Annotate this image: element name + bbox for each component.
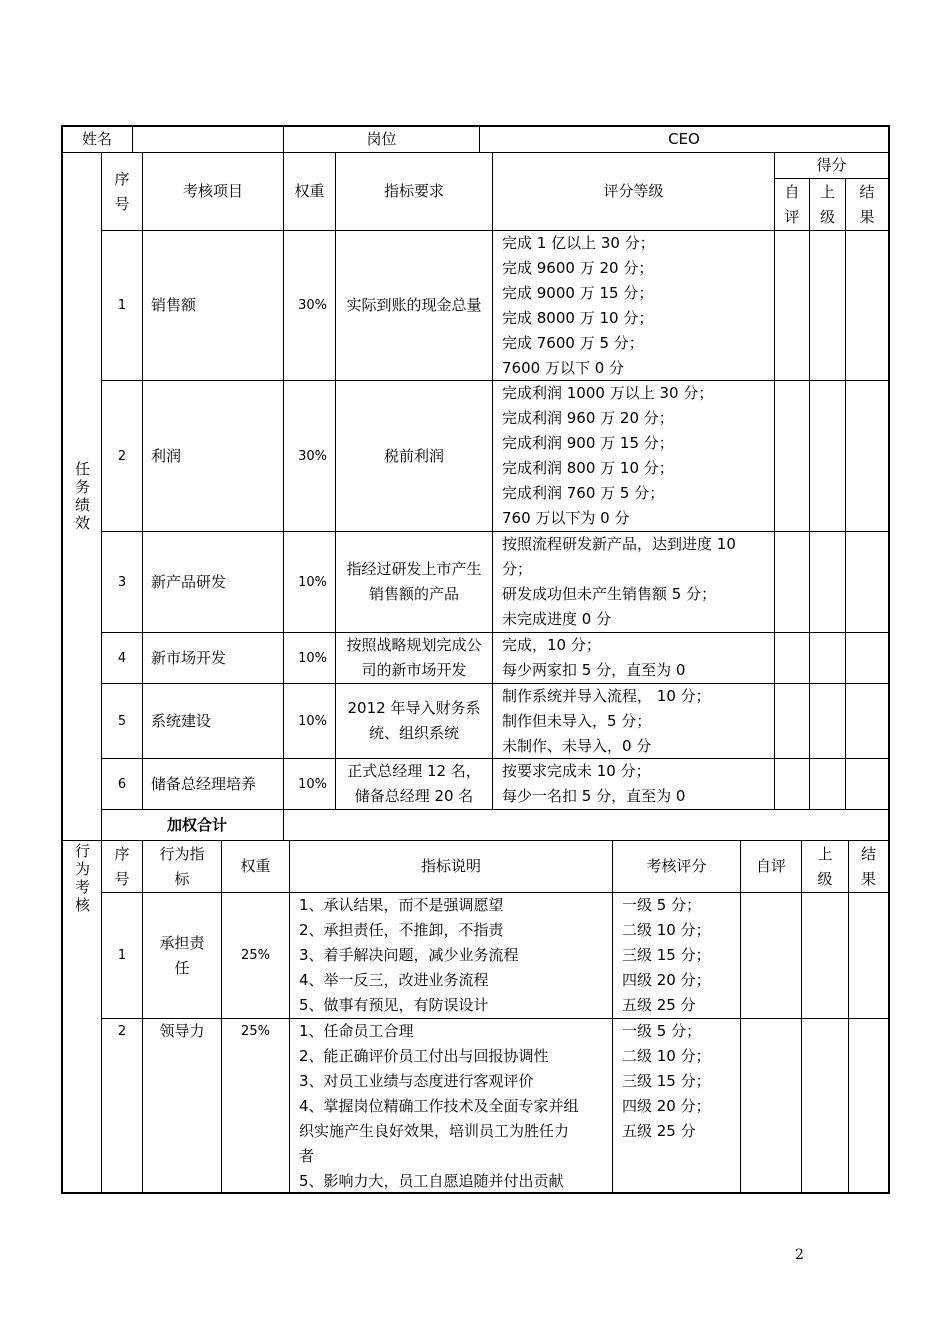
task-grading: 按照流程研发新产品，达到进度 10 分； 研发成功但未产生销售额 5 分； 未完成进度 0 分 xyxy=(502,535,736,628)
task-col-self: 自评 xyxy=(784,182,800,226)
task-item: 销售额 xyxy=(151,296,197,314)
task-weight: 10% xyxy=(298,574,327,590)
behavior-weight: 25% xyxy=(241,1024,270,1039)
task-seq: 4 xyxy=(117,650,127,666)
behavior-col-description: 指标说明 xyxy=(420,857,481,875)
behavior-description: 1、承认结果，而不是强调愿望 2、承担责任，不推卸，不指责 3、着手解决问题，减少业务流程 4、举一反三，改进业务流程 5、做事有预见，有防误设计 xyxy=(299,896,519,1014)
task-col-weight: 权重 xyxy=(294,182,325,200)
task-seq: 3 xyxy=(117,574,127,590)
task-item: 利润 xyxy=(151,446,182,465)
behavior-col-result: 结果 xyxy=(860,844,876,888)
task-col-result: 结果 xyxy=(859,182,875,226)
task-weight: 30% xyxy=(298,448,327,464)
position-label: 岗位 xyxy=(366,129,397,148)
task-col-item: 考核项目 xyxy=(182,182,243,200)
task-item: 新市场开发 xyxy=(151,648,227,667)
task-requirement: 正式总经理 12 名，储备总经理 20 名 xyxy=(347,762,481,805)
behavior-seq: 2 xyxy=(117,1024,127,1039)
page-number: 2 xyxy=(795,1247,804,1263)
behavior-col-weight: 权重 xyxy=(240,857,271,875)
name-label: 姓名 xyxy=(81,129,112,148)
behavior-col-self: 自评 xyxy=(755,857,786,875)
behavior-section-label: 行为考核 xyxy=(73,843,91,915)
task-weight: 10% xyxy=(298,713,327,729)
task-col-requirement: 指标要求 xyxy=(383,182,444,200)
behavior-indicator: 承担责任 xyxy=(159,933,205,977)
task-section-label: 任务绩效 xyxy=(73,460,91,533)
weighted-total-label: 加权合计 xyxy=(166,815,227,834)
task-requirement: 实际到账的现金总量 xyxy=(346,296,482,314)
task-item: 储备总经理培养 xyxy=(151,774,257,793)
name-value[interactable] xyxy=(133,126,283,152)
task-weight: 30% xyxy=(298,298,327,313)
task-seq: 6 xyxy=(117,776,127,792)
task-grading: 按要求完成未 10 分； 每少一名扣 5 分，直至为 0 xyxy=(502,762,686,805)
behavior-evaluation: 一级 5 分； 二级 10 分； 三级 15 分； 四级 20 分； 五级 25 分 xyxy=(622,896,711,1014)
task-weight: 10% xyxy=(298,650,327,666)
task-item: 新产品研发 xyxy=(151,572,227,591)
task-grading: 制作系统并导入流程， 10 分； 制作但未导入，5 分； 未制作、未导入，0 分 xyxy=(502,687,711,755)
task-requirement: 按照战略规划完成公司的新市场开发 xyxy=(346,636,482,679)
behavior-evaluation: 一级 5 分； 二级 10 分； 三级 15 分； 四级 20 分； 五级 25 分 xyxy=(622,1022,711,1140)
behavior-col-seq: 序号 xyxy=(114,844,130,888)
behavior-col-indicator: 行为指标 xyxy=(159,844,205,888)
task-col-superior: 上级 xyxy=(819,182,835,226)
task-grading: 完成 1 亿以上 30 分； 完成 9600 万 20 分； 完成 9000 万 15 分； 完成 8000 万 10 分； 完成 7600 万 5 分； 7600 万以下 0 分 xyxy=(502,234,655,377)
task-weight: 10% xyxy=(298,776,327,792)
behavior-col-evaluation: 考核评分 xyxy=(646,857,707,875)
task-col-grading: 评分等级 xyxy=(603,182,664,200)
behavior-indicator: 领导力 xyxy=(159,1022,205,1040)
task-requirement: 税前利润 xyxy=(383,446,444,465)
task-col-seq: 序号 xyxy=(114,169,130,213)
behavior-seq: 1 xyxy=(117,948,127,963)
task-seq: 1 xyxy=(117,298,127,313)
task-grading: 完成，10 分； 每少两家扣 5 分，直至为 0 xyxy=(502,636,686,679)
behavior-col-superior: 上级 xyxy=(817,844,833,888)
behavior-weight: 25% xyxy=(241,948,270,963)
task-seq: 5 xyxy=(117,713,127,729)
behavior-description: 1、任命员工合理 2、能正确评价员工付出与回报协调性 3、对员工业绩与态度进行客观评价 4、掌握岗位精确工作技术及全面专家并组 织实施产生良好效果，培训员工为胜任力 者 5、影响力大，员工自愿追随并付出贡献 xyxy=(299,1022,579,1190)
task-item: 系统建设 xyxy=(151,711,212,730)
task-requirement: 2012 年导入财务系统、组织系统 xyxy=(347,699,481,742)
task-requirement: 指经过研发上市产生销售额的产品 xyxy=(346,560,482,603)
task-seq: 2 xyxy=(117,448,127,464)
task-col-score: 得分 xyxy=(816,156,847,174)
task-grading: 完成利润 1000 万以上 30 分； 完成利润 960 万 20 分； 完成利润 900 万 15 分； 完成利润 800 万 10 分； 完成利润 760 万 5 分； 760 万以下为 0 分 xyxy=(502,384,714,527)
position-value[interactable]: CEO xyxy=(668,129,700,148)
